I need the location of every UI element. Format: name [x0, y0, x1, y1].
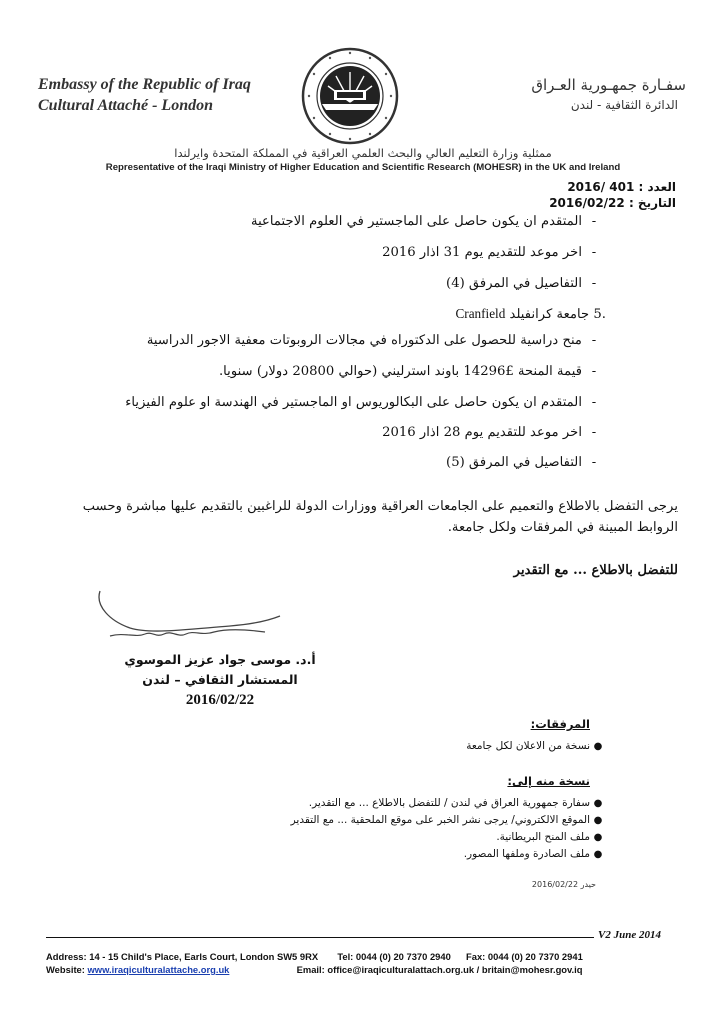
footer-web-line [46, 964, 583, 975]
email-value[interactable]: office@iraqiculturalattach.org.uk / britain@mohesr.gov.iq [327, 964, 583, 975]
signature-scribble [90, 586, 290, 656]
closing-regards: للتفضل بالاطلاع ... مع التقدير [513, 563, 678, 578]
filing-note: حيدر 2016/02/22 [531, 880, 596, 889]
representative-en: Representative of the Iraqi Ministry of Higher Education and Scientific Research (MOHESR) in the UK and Ireland [105, 162, 621, 173]
fax-value: 0044 (0) 20 7370 2941 [487, 951, 583, 962]
closing-paragraph: يرجى التفضل بالاطلاع والتعميم على الجامعات العراقية ووزارات الدولة للراغبين بالتقديم عليها مباشرة وحسب الروابط المبينة في المرفقات ولكل جامعة. [82, 499, 678, 535]
cultural-attache-ar: الدائرة الثقافية - لندن [570, 98, 678, 112]
reference-date [549, 196, 676, 210]
university-heading [456, 306, 607, 322]
attachments-title: المرفقات: [530, 717, 590, 731]
website-link[interactable]: www.iraqiculturalattache.org.uk [87, 964, 230, 975]
university-number: .5 [593, 307, 606, 322]
signature-date: 2016/02/22 [185, 692, 255, 708]
footer-divider [46, 937, 594, 938]
list-item: -المتقدم ان يكون حاصل على البكالوريوس او الماجستير في الهندسة او علوم الفيزياء [125, 395, 597, 410]
reference-date-label: التاريخ : [628, 196, 676, 210]
tel-label: Tel: [337, 951, 354, 962]
version-label: V2 June 2014 [598, 929, 661, 941]
list-item: ●سفارة جمهورية العراق في لندن / للتفضل بالاطلاع ... مع التقدير. [308, 797, 603, 809]
list-item: -قيمة المنحة £14296 باوند استرليني (حوالي 20800 دولار) سنويا. [218, 364, 597, 379]
address-value: 14 - 15 Child's Place, Earls Court, London SW5 9RX [89, 951, 319, 962]
embassy-name-en: Embassy of the Republic of Iraq [38, 76, 251, 93]
signatory-name: أ.د. موسى جواد عزيز الموسوي [124, 652, 316, 667]
tel-value: 0044 (0) 20 7370 2940 [355, 951, 451, 962]
university-name-ar: جامعة كرانفيلد [509, 307, 590, 322]
cultural-attache-en: Cultural Attaché - London [38, 97, 213, 114]
reference-number [567, 180, 676, 194]
list-item: -التفاصيل في المرفق (5) [446, 455, 597, 470]
list-item: -اخر موعد للتقديم يوم 31 اذار 2016 [382, 245, 597, 260]
list-item: ●الموقع الالكتروني/ يرجى نشر الخبر على موقع الملحقية ... مع التقدير [290, 814, 603, 826]
list-item: ●ملف الصادرة وملفها المصور. [463, 848, 603, 860]
reference-date-value: 2016/02/22 [549, 196, 625, 210]
footer-address-line [46, 951, 583, 962]
list-item: -منح دراسية للحصول على الدكتوراه في مجالات الروبوتات معفية الاجور الدراسية [146, 333, 597, 348]
reference-number-label: العدد : [638, 180, 676, 194]
address-label: Address: [46, 951, 87, 962]
representative-ar: ممثلية وزارة التعليم العالي والبحث العلمي العراقية في المملكة المتحدة وايرلندا [174, 146, 552, 160]
embassy-name-ar: سفـارة جمهـورية العـراق [531, 76, 686, 94]
list-item: ●نسخة من الاعلان لكل جامعة [466, 740, 603, 752]
copies-title: نسخة منه إلى: [507, 774, 590, 788]
website-label: Website: [46, 964, 85, 975]
list-item: -المتقدم ان يكون حاصل على الماجستير في العلوم الاجتماعية [251, 214, 597, 229]
list-item: ●ملف المنح البريطانية. [496, 831, 603, 843]
email-label: Email: [296, 964, 325, 975]
signatory-title: المستشار الثقافي – لندن [142, 672, 298, 687]
ministry-seal-icon [300, 46, 400, 146]
list-item: -اخر موعد للتقديم يوم 28 اذار 2016 [382, 425, 597, 440]
university-name-en: Cranfield [455, 306, 506, 321]
list-item: -التفاصيل في المرفق (4) [446, 276, 597, 291]
fax-label: Fax: [466, 951, 486, 962]
reference-number-value: 401 /2016 [567, 180, 635, 194]
